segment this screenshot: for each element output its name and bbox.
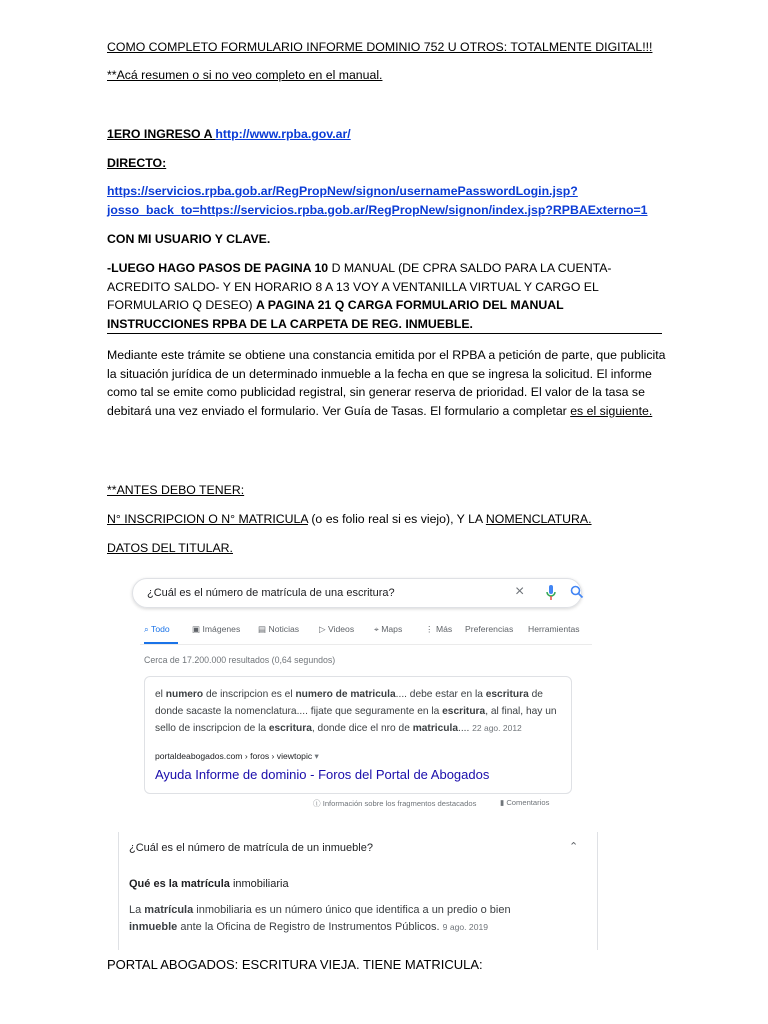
google-search-screenshot bbox=[118, 568, 594, 814]
feedback-icon: ▮ bbox=[500, 798, 505, 807]
result-title-link[interactable]: Ayuda Informe de dominio - Foros del Portal de Abogados bbox=[155, 767, 490, 782]
result-source: portaldeabogados.com › foros › viewtopic ▾ bbox=[155, 751, 319, 761]
req-numero: N° INSCRIPCION O N° MATRICULA bbox=[107, 512, 308, 526]
portal-abogados-line: PORTAL ABOGADOS: ESCRITURA VIEJA. TIENE MATRICULA: bbox=[107, 957, 483, 972]
antes-heading: **ANTES DEBO TENER: bbox=[107, 483, 245, 497]
tabs-divider bbox=[140, 644, 592, 645]
doc-note: **Acá resumen o si no veo completo en el manual. bbox=[107, 68, 383, 82]
requirements-line bbox=[107, 510, 667, 529]
snippet-text bbox=[155, 687, 563, 738]
steps-paragraph bbox=[107, 259, 667, 333]
datos-titular: DATOS DEL TITULAR. bbox=[107, 541, 233, 555]
paa-answer-heading: Qué es la matrícula inmobiliaria bbox=[129, 878, 289, 890]
feedback-link[interactable]: ▮ Comentarios bbox=[500, 798, 550, 807]
rpba-link[interactable]: http://www.rpba.gov.ar/ bbox=[215, 127, 351, 141]
tab-herramientas[interactable]: Herramientas bbox=[528, 624, 580, 634]
tab-noticias[interactable]: ▤ Noticias bbox=[258, 624, 300, 634]
direct-login-link-line2[interactable]: josso_back_to=https://servicios.rpba.gob.ar/RegPropNew/signon/index.jsp?RPBAExterno=1 bbox=[107, 202, 648, 217]
snippet-date: 22 ago. 2012 bbox=[472, 723, 522, 733]
tab-todo[interactable]: ⌕ Todo bbox=[144, 624, 170, 634]
search-query: ¿Cuál es el número de matrícula de una escritura? bbox=[147, 587, 395, 599]
result-stats: Cerca de 17.200.000 resultados (0,64 segundos) bbox=[144, 655, 336, 665]
tab-imagenes[interactable]: ▣ Imágenes bbox=[192, 624, 241, 634]
steps-middle: D MANUAL (DE CPRA SALDO PARA LA CUENTA- ACREDITO SALDO- Y EN HORARIO 8 A 13 VOY A VENTANILLA VIRTUAL Y CARGO EL FORMULARIO Q DESEO) bbox=[107, 261, 612, 312]
direct-login-link-line1[interactable]: https://servicios.rpba.gob.ar/RegPropNew/signon/usernamePasswordLogin.jsp? bbox=[107, 184, 578, 198]
tab-videos[interactable]: ▷ Videos bbox=[319, 624, 355, 634]
mic-icon[interactable] bbox=[546, 585, 556, 604]
body-paragraph bbox=[107, 346, 667, 420]
close-icon[interactable]: × bbox=[515, 583, 525, 600]
search-icon[interactable] bbox=[570, 585, 584, 602]
snippet-body: el numero de inscripcion es el numero de matricula.... debe estar en la escritura de donde sacaste la nomenclatura.... fijate que seguramente en la escritura, al final, hay un sello de inscripcion de la escritura, donde dice el nro de matricula.... bbox=[155, 689, 557, 734]
info-icon[interactable]: ⓘ bbox=[313, 799, 321, 808]
body-text: Mediante este trámite se obtiene una constancia emitida por el RPBA a petición de parte, que publicita la situación jurídica de un determinado inmueble a la fecha en que se ingresa la solicitud. El informe como tal se emite como publicidad registral, sin generar reserva de prioridad. El valor de la tasa se debitará una vez enviado el formulario. Ver Guía de Tasas. El formulario a completar bbox=[107, 348, 666, 418]
step1-line bbox=[107, 125, 667, 144]
people-also-ask bbox=[118, 832, 598, 950]
tab-maps[interactable]: ⌖ Maps bbox=[374, 624, 403, 634]
chevron-up-icon[interactable]: ⌃ bbox=[569, 841, 579, 853]
req-nomenclatura: NOMENCLATURA. bbox=[485, 512, 592, 526]
search-box[interactable] bbox=[132, 578, 582, 608]
tab-mas[interactable]: ⋮ Más bbox=[425, 624, 453, 634]
paa-answer-date: 9 ago. 2019 bbox=[442, 922, 489, 932]
direct-link-block bbox=[107, 182, 667, 219]
directo-label: DIRECTO: bbox=[107, 156, 167, 170]
paa-answer-body: La matrícula inmobiliaria es un número único que identifica a un predio o bien inmueble ante la Oficina de Registro de Instrumentos Públicos. bbox=[129, 904, 511, 933]
doc-title: COMO COMPLETO FORMULARIO INFORME DOMINIO 752 U OTROS: TOTALMENTE DIGITAL!!! bbox=[107, 40, 653, 54]
paa-question[interactable]: ¿Cuál es el número de matrícula de un inmueble? bbox=[129, 842, 373, 854]
steps-bold-2: A PAGINA 21 Q CARGA FORMULARIO DEL MANUAL INSTRUCCIONES RPBA DE LA CARPETA DE REG. INMUEBLE. bbox=[107, 298, 564, 331]
usuario-line: CON MI USUARIO Y CLAVE. bbox=[107, 232, 271, 246]
snippet-footer bbox=[313, 798, 550, 809]
horizontal-rule bbox=[107, 333, 662, 334]
steps-bold-1: -LUEGO HAGO PASOS DE PAGINA 10 bbox=[107, 261, 329, 275]
featured-snippet bbox=[144, 676, 572, 794]
snippet-info-link[interactable]: Información sobre los fragmentos destacados bbox=[322, 799, 477, 808]
body-tail: es el siguiente. bbox=[570, 403, 653, 418]
tab-preferencias[interactable]: Preferencias bbox=[465, 624, 514, 634]
paa-answer bbox=[129, 902, 559, 936]
step1-prefix: 1ERO INGRESO A bbox=[107, 127, 216, 141]
req-middle: (o es folio real si es viejo), Y LA bbox=[307, 512, 486, 526]
